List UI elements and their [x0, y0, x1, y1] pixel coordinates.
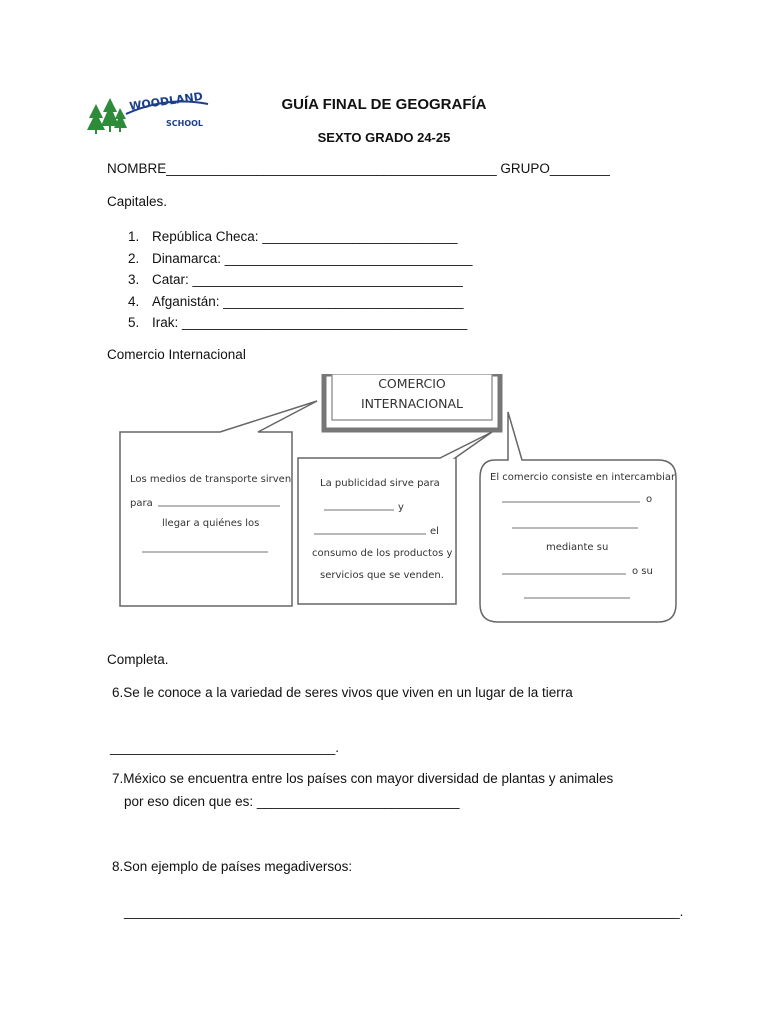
- box3-line1: El comercio consiste en intercambiar: [490, 472, 676, 483]
- answer-line-6: ______________________________.: [110, 740, 339, 755]
- box2-line3: el: [430, 526, 439, 537]
- page-subtitle: SEXTO GRADO 24-25: [317, 130, 451, 145]
- box2-line1: La publicidad sirve para: [320, 478, 440, 489]
- list-item: 5. Irak: ______________________________________: [128, 315, 468, 330]
- box3-line2: o: [646, 494, 653, 505]
- comercio-heading: Comercio Internacional: [107, 347, 246, 362]
- list-item: 2. Dinamarca: _________________________________: [128, 250, 473, 266]
- question-8: 8.Son ejemplo de países megadiversos:: [112, 859, 353, 874]
- list-item: 4. Afganistán: ________________________________: [128, 293, 464, 309]
- logo-school-text: SCHOOL: [166, 119, 204, 128]
- speech-box-intercambio: [480, 412, 676, 622]
- box2-line2: y: [398, 502, 404, 513]
- box2-line4: consumo de los productos y: [312, 548, 453, 559]
- box1-line1: Los medios de transporte sirven: [130, 474, 292, 485]
- center-title-line2: INTERNACIONAL: [360, 396, 464, 411]
- capitales-heading: Capitales.: [107, 194, 168, 209]
- box2-line5: servicios que se venden.: [320, 570, 444, 581]
- box1-line2: para: [130, 498, 153, 509]
- center-title-line1: COMERCIO: [378, 376, 446, 391]
- comercio-diagram: [110, 374, 678, 624]
- box3-line3: mediante su: [546, 542, 609, 553]
- capitales-list: [128, 226, 473, 334]
- question-7-line2: por eso dicen que es: ___________________________: [124, 794, 460, 809]
- logo-name-text: WOODLAND: [128, 92, 204, 113]
- box1-line3: llegar a quiénes los: [162, 518, 260, 529]
- answer-line-8: __________________________________________________________________________.: [124, 904, 684, 919]
- list-item: 1. República Checa: __________________________: [128, 229, 458, 244]
- completa-heading: Completa.: [107, 652, 169, 667]
- list-item: 3. Catar: ____________________________________: [128, 272, 463, 287]
- question-7-line1: 7.México se encuentra entre los países con mayor diversidad de plantas y animales: [112, 771, 614, 786]
- box3-line4: o su: [632, 566, 653, 577]
- page-title: GUÍA FINAL DE GEOGRAFÍA: [281, 96, 487, 113]
- question-6: 6.Se le conoce a la variedad de seres vivos que viven en un lugar de la tierra: [112, 685, 573, 700]
- name-group-line: NOMBRE____________________________________________ GRUPO________: [107, 161, 610, 176]
